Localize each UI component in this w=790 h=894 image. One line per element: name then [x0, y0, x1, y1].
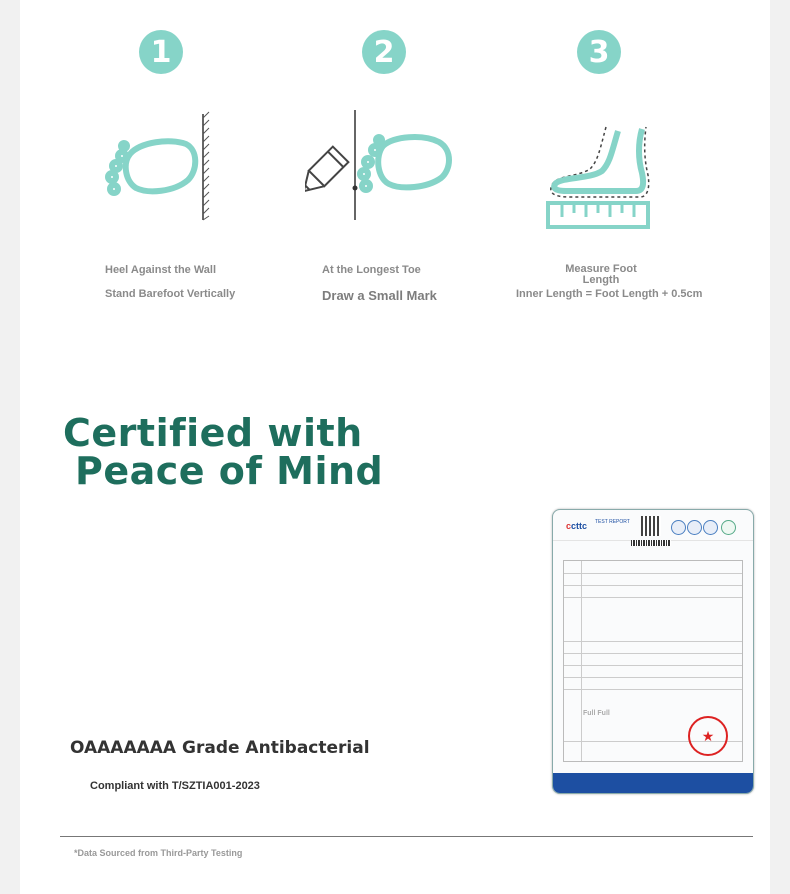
table-row-line — [564, 585, 742, 586]
certified-headline — [63, 411, 384, 493]
table-row-line — [564, 653, 742, 654]
certification-badge-icon — [703, 520, 718, 535]
step-2-line1: At the Longest Toe — [322, 264, 421, 276]
table-row-line — [564, 597, 742, 598]
foot-against-wall-icon — [100, 110, 215, 225]
table-row-line — [564, 689, 742, 690]
pencil-mark-toe-icon — [305, 110, 460, 225]
qr-code-icon — [641, 516, 661, 536]
grade-text: OAAAAAAA Grade Antibacterial — [70, 738, 370, 758]
step-3-number: 3 — [577, 30, 621, 74]
certificate-watermark: Full Full — [583, 710, 610, 717]
certification-badge-icon — [671, 520, 686, 535]
certification-badge-icon — [687, 520, 702, 535]
table-row-line — [564, 677, 742, 678]
certificate-report-title: TEST REPORT — [595, 519, 630, 525]
certificate-header — [553, 510, 753, 541]
barcode-icon — [631, 540, 671, 546]
step-1-number: 1 — [139, 30, 183, 74]
step-2-number: 2 — [362, 30, 406, 74]
certificate-footer — [553, 773, 753, 793]
step-3-line1: Measure Foot Length — [565, 263, 637, 286]
table-row-line — [564, 665, 742, 666]
step-1-line1: Heel Against the Wall — [105, 264, 217, 276]
foot-ruler-icon — [540, 125, 655, 233]
certification-badge-icon — [721, 520, 736, 535]
step-2-line2: Draw a Small Mark — [322, 288, 437, 303]
headline-line2: Peace of Mind — [75, 449, 384, 493]
table-row-line — [564, 641, 742, 642]
footnote: *Data Sourced from Third-Party Testing — [74, 848, 243, 858]
headline-line1: Certified with — [63, 411, 363, 455]
divider — [60, 836, 753, 837]
test-report-certificate — [552, 509, 754, 794]
step-3-line2: Inner Length = Foot Length + 0.5cm — [516, 288, 703, 300]
table-row-line — [564, 573, 742, 574]
step-1-line2: Stand Barefoot Vertically — [105, 288, 236, 300]
compliant-text: Compliant with T/SZTIA001-2023 — [90, 780, 260, 792]
certificate-logo: ccttc — [566, 521, 588, 531]
table-column-line — [581, 561, 582, 761]
red-seal-icon: ★ — [688, 716, 728, 756]
